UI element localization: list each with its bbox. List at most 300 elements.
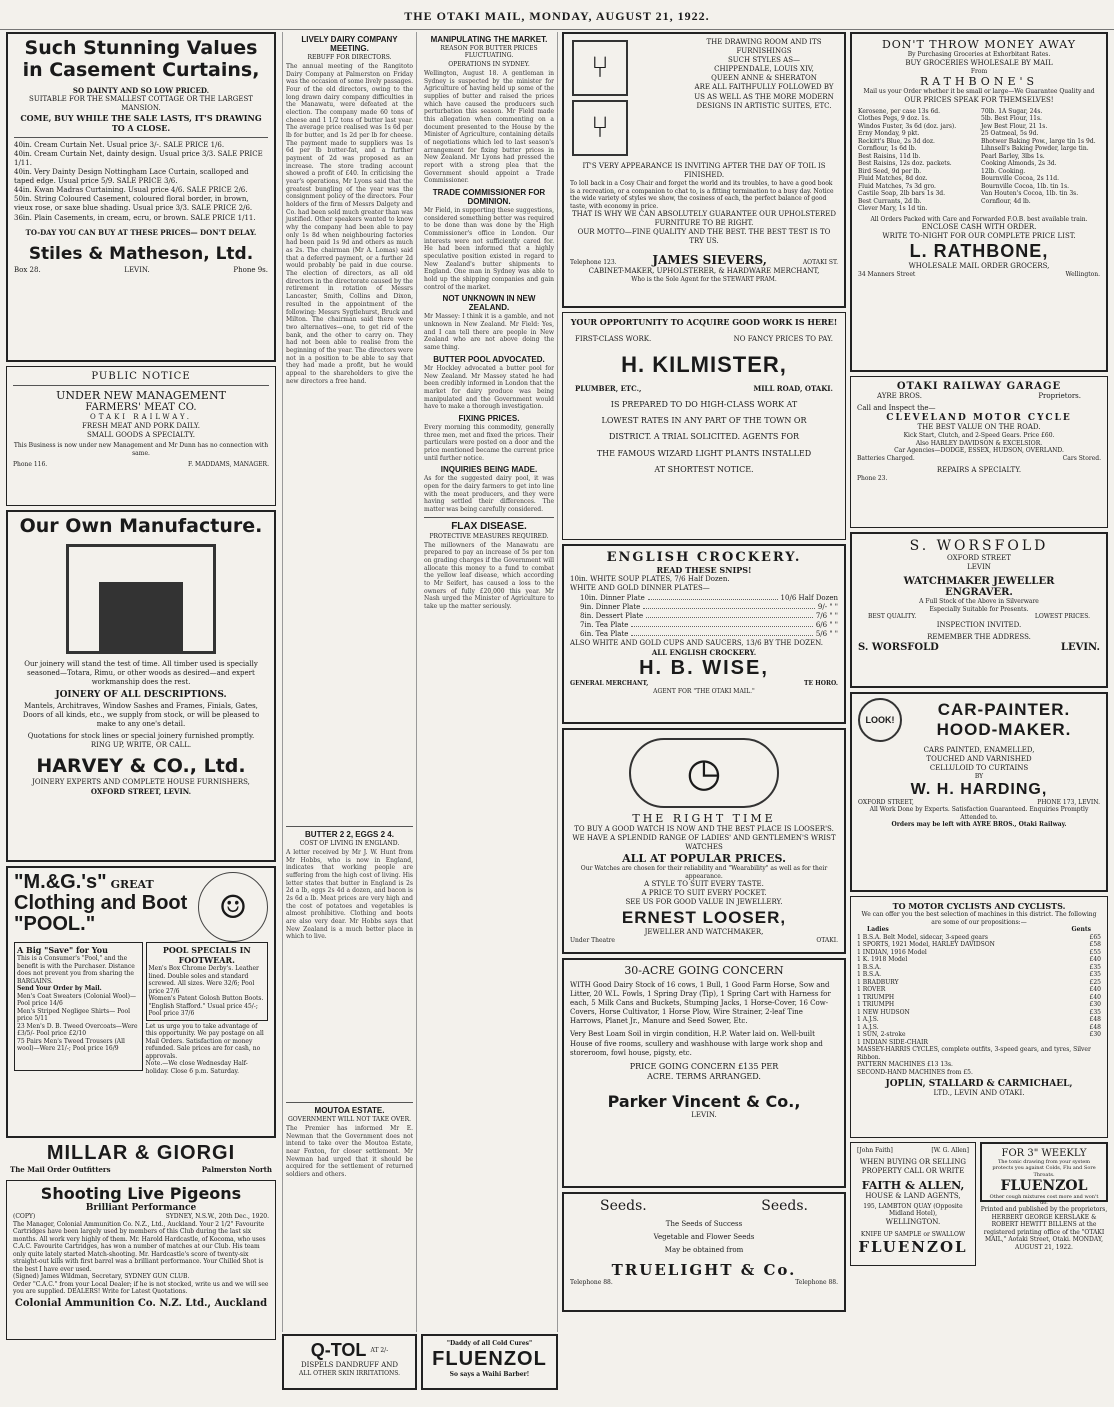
machine-price: £40 [1089, 993, 1101, 1001]
price-item: Windos Fuster, 3s 6d (doz. jars). [858, 122, 957, 130]
qtol-ad [282, 1334, 417, 1390]
price-item: Cooking Almonds, 2s 3d. [981, 160, 1057, 168]
joplin-l1: 1 INDIAN SIDE-CHAIR [857, 1038, 928, 1046]
machine-name: 1 B.S.A. Belt Model, sidecar, 3-speed gears [857, 933, 988, 941]
parker-firm: Parker Vincent & Co., [607, 1091, 801, 1111]
harvey-quote: Quotations for stock lines or special joinery furnished promptly. [27, 732, 255, 741]
plate-price: 10/6 Half Dozen [780, 593, 838, 602]
machine-row [857, 956, 1101, 964]
wise-l2: WHITE AND GOLD DINNER PLATES— [570, 584, 710, 593]
kilmister-line: THE FAMOUS WIZARD LIGHT PLANTS INSTALLED [596, 448, 812, 458]
machine-row [857, 994, 1101, 1002]
machine-row [857, 934, 1101, 942]
worsfold-l6: LOWEST PRICES. [1034, 613, 1090, 621]
mg-town: Palmerston North [201, 1165, 272, 1174]
kilmister-addr: MILL ROAD, OTAKI. [753, 384, 833, 394]
mg-r2: Women's Patent Golosh Button Boots. "English Stafford." Usual price 45/-; Pool price 37/6 [148, 995, 264, 1017]
looser-ad [562, 728, 846, 954]
article-headline: INQUIRIES BEING MADE. [440, 465, 538, 475]
wise-l1: 10in. WHITE SOUP PLATES, 7/6 Half Dozen. [570, 575, 730, 584]
truelight-ad [562, 1192, 846, 1312]
pigeons-sub: Brilliant Performance [85, 1203, 197, 1214]
article-headline: FIXING PRICES. [458, 413, 520, 423]
plate-price: 5/6 " " [815, 629, 838, 638]
imprint: Printed and published by the proprietors, HERBERT GEORGE KERSLAKE & ROBERT HEWITT BILLENS at the registered printing office of the "OTAKI MAIL," Aotaki Street, Otaki. MONDAY, AUGUST 21, 1922. [980, 1206, 1108, 1251]
rathbone-sub1: By Purchasing Groceries at Exhorbitant Rates. [907, 51, 1051, 58]
price-item: Bournville Cocoa, 1lb. tin 1s. [981, 182, 1070, 190]
faith-n2: [W. G. Allen] [931, 1147, 969, 1154]
machine-name: 1 TRIUMPH [857, 993, 895, 1001]
wise-town: TE HORO. [804, 680, 838, 688]
daddy-fluenzol-ad [421, 1334, 558, 1390]
mg-great: GREAT [110, 878, 154, 891]
article-body: As for the suggested dairy pool, it was open for the dairy farmers to get into line with the meat producers, and they were having settled their differences. The matter was being carefully considered. [424, 475, 554, 513]
rathbone-town: Wellington. [1065, 271, 1100, 279]
price-item: Reckitt's Blue, 2s 3d doz. [858, 137, 935, 145]
parker-b1: WITH Good Dairy Stock of 16 cows, 1 Bull, 1 Good Farm Horse, Sow and Litter, 20 W.L. Fowls, 1 Spring Dray (Tip), 1 Spring Cart with Harness for each, 5 Milk Cans and Buckets, Stumping Jacks, 1 Horse-Cover, 16 Cow-Covers, Horse Cultivator, 1 Horse Plow, Wire Strainer, 2-leaf Tine Harrows, Planet Jr., Manure and Seed Sower, Etc. [570, 981, 831, 1026]
sievers-agent: Who is the Sole Agent for the STEWART PRAM. [631, 275, 777, 283]
harding-firm: W. H. HARDING, [910, 780, 1048, 798]
sievers-town: AOTAKI ST. [802, 258, 838, 266]
sievers-p4: OUR MOTTO—FINE QUALITY AND THE BEST. THE BEST TEST IS TO TRY US. [577, 228, 831, 246]
curtain-item: 40in. Cream Curtain Net, dainty design. Usual price 3/3. SALE PRICE 1/11. [14, 149, 263, 167]
faith-brand: FLUENZOL [858, 1238, 968, 1257]
plate-name: 10in. Dinner Plate [580, 593, 645, 602]
article-headline: NOT UNKNOWN IN NEW ZEALAND. [442, 294, 536, 313]
kilmister-trade: PLUMBER, ETC., [575, 384, 642, 394]
harding-l3: CELLULOID TO CURTAINS [929, 764, 1029, 773]
price-item: Cornflour, 1s 6d lb. [858, 145, 917, 153]
pigeons-order: Order "C.A.C." from your Local Dealer; if he is not stocked, write us and we will see you are supplied. DEALERS! Write for Latest Quotations. [13, 1280, 269, 1296]
machine-name: 1 SPORTS, 1921 Model, HARLEY DAVIDSON [857, 941, 995, 949]
looser-town: OTAKI. [816, 936, 838, 944]
sievers-ad [562, 32, 846, 308]
wise-l4: ALL ENGLISH CROCKERY. [651, 648, 757, 658]
faith-sneeze: KNIFE UP SAMPLE or SWALLOW [860, 1230, 966, 1238]
rathbone-price-list-right [981, 108, 1100, 213]
plate-row [580, 594, 838, 603]
faith-addr: 195, LAMBTON QUAY (Opposite Midland Hotel), [863, 1202, 963, 1218]
curtains-box: Box 28. [14, 266, 41, 275]
price-item: Best Currants, 2d lb. [858, 197, 922, 205]
machine-row [857, 971, 1101, 979]
mg-pool: "POOL." [14, 913, 96, 935]
notice-line4: FRESH MEAT AND PORK DAILY. [82, 422, 200, 431]
faith-town: WELLINGTON. [885, 1217, 941, 1226]
machine-row [857, 1016, 1101, 1024]
worsfold-l1: WATCHMAKER JEWELLER [903, 576, 1055, 588]
looser-l6: A PRICE TO SUIT EVERY POCKET. [641, 889, 767, 898]
harvey-list: Mantels, Architraves, Window Sashes and Frames, Finials, Gates, Doors of all kinds, etc., we supply from stock, or will be pleased to make to any one's detail. [22, 701, 260, 728]
joplin-sub: LTD., LEVIN AND OTAKI. [933, 1089, 1025, 1098]
machine-name: 1 ROVER [857, 986, 886, 994]
column-5 [850, 32, 1108, 1402]
daddy-top: "Daddy of all Cold Cures" [446, 1340, 533, 1347]
price-item: 12lb. Cooking. [981, 167, 1026, 175]
column-4 [562, 32, 846, 1402]
machine-name: 1 SUN, 2-stroke [857, 1031, 906, 1039]
worsfold-foot1: S. WORSFOLD [858, 641, 939, 653]
price-item: Clothes Pegs, 9 doz. 1s. [858, 115, 930, 123]
pigeons-sign: (Signed) James Wildman, Secretary, SYDNEY GUN CLUB. [13, 1273, 190, 1281]
looser-l1: TO BUY A GOOD WATCH IS NOW AND THE BEST PLACE IS LOOSER'S. [574, 825, 834, 833]
pigeons-firm: Colonial Ammunition Co. N.Z. Ltd., Auckland [14, 1297, 268, 1309]
machine-price: £40 [1089, 956, 1101, 964]
machine-name: 1 BRADBURY [857, 978, 899, 986]
garage-role: Proprietors. [1038, 392, 1081, 400]
harvey-intro: Our joinery will stand the test of time. All timber used is specially seasoned—Totara, Rimu, or other woods as desired—and expert workmanship does the rest. [24, 659, 258, 687]
joplin-ad [850, 896, 1108, 1138]
machine-price: £48 [1089, 1016, 1101, 1024]
machine-row [857, 964, 1101, 972]
rathbone-price-list-left [858, 108, 977, 213]
machine-row [857, 1031, 1101, 1039]
truelight-l2: Vegetable and Flower Seeds [653, 1233, 755, 1242]
machine-name: 1 A.J.S. [857, 1023, 879, 1031]
article-subhead: GOVERNMENT WILL NOT TAKE OVER. [288, 1116, 411, 1123]
garage-line: Also HARLEY DAVIDSON & EXCELSIOR. [915, 439, 1043, 447]
machine-price: £58 [1089, 941, 1101, 949]
harvey-addr: OXFORD STREET, LEVIN. [90, 787, 192, 797]
sievers-p1: IT'S VERY APPEARANCE IS INVITING AFTER THE DAY OF TOIL IS FINISHED. [582, 162, 826, 180]
joplin-intro: We can offer you the best selection of machines in this district. The following are some of our propositions:— [861, 911, 1097, 926]
kilmister-t2: FIRST-CLASS WORK. [575, 335, 652, 344]
sievers-t2: SUCH STYLES AS— [727, 56, 801, 65]
sievers-p3: THAT IS WHY WE CAN ABSOLUTELY GUARANTEE OUR UPHOLSTERED FURNITURE TO BE RIGHT. [572, 210, 836, 228]
kilmister-ad [562, 312, 846, 540]
article-subhead: COST OF LIVING IN ENGLAND. [299, 840, 400, 847]
truelight-l1: The Seeds of Success [665, 1220, 743, 1228]
price-item: Jew Best Flour, 21 1s. [981, 122, 1048, 130]
looser-firm: ERNEST LOOSER, [621, 907, 787, 927]
wise-l3: ALSO WHITE AND GOLD CUPS AND SAUCERS, 13/6 BY THE DOZEN. [570, 639, 823, 648]
sievers-tel: Telephone 123. [570, 258, 617, 266]
fluenzol-weekly-ad [980, 1142, 1108, 1206]
wise-ad [562, 544, 846, 724]
parker-town: LEVIN. [691, 1110, 717, 1119]
plate-name: 7in. Tea Plate [580, 620, 629, 629]
mg-right-panel [146, 942, 269, 1075]
garage-line: Car Agencies—DODGE, ESSEX, HUDSON, OVERLAND. [894, 447, 1064, 455]
price-item: Best Raisins, 12s doz. packets. [858, 160, 952, 168]
truelight-firm: TRUELIGHT & Co. [611, 1261, 797, 1280]
curtain-item: 40in. Very Dainty Design Nottingham Lace Curtain, scalloped and taped edge. Usual price 5/9. SALE PRICE 3/6. [14, 168, 249, 186]
worsfold-l2: ENGRAVER. [945, 587, 1013, 599]
wise-firm: H. B. WISE, [639, 657, 769, 680]
faith-sub: HOUSE & LAND AGENTS, [865, 1191, 961, 1200]
joplin-l2: MASSEY-HARRIS CYCLES, complete outfits, 3-speed gears, and tyres, Silver Ribbon. [857, 1046, 1091, 1061]
curtains-cta: TO-DAY YOU CAN BUY AT THESE PRICES— DON'T DELAY. [25, 227, 257, 237]
parker-b2: Very Best Loam Soil in virgin condition, H.P. Water laid on. Well-built House of five rooms, scullery and washhouse with large work shop and storeroom, fowl house, pigsty, etc. [570, 1030, 823, 1057]
notice-line2: FARMERS' MEAT CO. [85, 402, 197, 413]
mg-clothing: Clothing and Boot [14, 892, 188, 914]
price-item: Cornflour, 4d lb. [981, 197, 1031, 205]
machine-name: 1 INDIAN, 1916 Model [857, 948, 927, 956]
plate-price: 7/6 " " [815, 611, 838, 620]
price-item: Fluid Matches, 7s 3d gro. [858, 182, 936, 190]
harding-l6: Orders may be left with AYRE BROS., Otaki Railway. [891, 821, 1067, 829]
curtains-headline: Such Stunning Values in Casement Curtains, [22, 37, 260, 81]
article-headline: MANIPULATING THE MARKET. [430, 35, 548, 44]
garage-line: Batteries Charged. [857, 454, 915, 462]
price-item: Kerosene, per case 13s 6d. [858, 107, 941, 115]
machine-price: £65 [1089, 933, 1101, 941]
looser-l2: WE HAVE A SPLENDID RANGE OF LADIES' AND GENTLEMEN'S WRIST WATCHES [572, 834, 836, 852]
plate-price: 6/6 " " [815, 620, 838, 629]
wise-sub: GENERAL MERCHANT, [570, 680, 649, 688]
garage-line: Kick Start, Clutch, and 2-Speed Gears. Price £60. [903, 432, 1055, 440]
price-item: Best Raisins, 11d lb. [858, 152, 921, 160]
harding-l5: All Work Done by Experts. Satisfaction Guaranteed. Enquiries Promptly Attended to. [869, 806, 1089, 821]
plate-name: 6in. Tea Plate [580, 629, 629, 638]
article-headline: FLAX DISEASE. [451, 520, 527, 532]
harding-l2: TOUCHED AND VARNISHED [926, 755, 1032, 764]
garage-line: CLEVELAND MOTOR CYCLE [886, 413, 1072, 424]
worsfold-l4: Especially Suitable for Presents. [929, 605, 1029, 613]
article-subhead: REASON FOR BUTTER PRICES FLUCTUATING. [440, 45, 538, 59]
masthead: THE OTAKI MAIL, MONDAY, AUGUST 21, 1922. [0, 0, 1114, 30]
looser-l3: ALL AT POPULAR PRICES. [622, 852, 786, 866]
curtains-ad [6, 32, 276, 362]
rathbone-name: RATHBONE'S [919, 75, 1039, 89]
worsfold-l7: INSPECTION INVITED. [936, 620, 1022, 629]
mg-send: Send Your Order by Mail. [17, 985, 102, 992]
joplin-l3: PATTERN MACHINES £13 13s. [857, 1061, 953, 1069]
fluenzol-brand: FLUENZOL [1000, 1177, 1088, 1194]
joplin-list [857, 934, 1101, 1039]
machine-price: £55 [1089, 948, 1101, 956]
mg-brand: "M.&G.'s" [14, 871, 107, 893]
joplin-title: TO MOTOR CYCLISTS AND CYCLISTS. [892, 901, 1066, 911]
worsfold-l8: REMEMBER THE ADDRESS. [927, 632, 1031, 641]
worsfold-addr1: OXFORD STREET [947, 554, 1011, 562]
machine-row [857, 979, 1101, 987]
mg-left-panel [14, 942, 143, 1071]
rathbone-sub2: BUY GROCERIES WHOLESALE BY MAIL [905, 58, 1053, 67]
notice-phone: Phone 116. [13, 461, 48, 469]
harding-t2: HOOD-MAKER. [936, 720, 1072, 739]
sievers-t1: THE DRAWING ROOM AND ITS FURNISHINGS [706, 38, 822, 56]
machine-row [857, 1024, 1101, 1032]
fluenzol-head: FOR 3" WEEKLY [1001, 1148, 1087, 1159]
article-headline: LIVELY DAIRY COMPANY MEETING. [301, 35, 398, 53]
mg-tag: The Mail Order Outfitters [10, 1165, 111, 1174]
looser-l4: Our Watches are chosen for their reliability and "Wearability" as well as for their appearance. [580, 865, 828, 880]
price-item: Lihnsell's Baking Powder, large tin. [981, 145, 1089, 153]
parker-vincent-ad [562, 958, 846, 1188]
article-body: Wellington, August 18. A gentleman in Sydney is suspected by the minister for Agriculture of having held up some of the supplies of butter and raised the prices which have caused the producers such perturbation this season. Mr Field made this allegation when commenting on a document presented to the House by the Minister of Agriculture, containing details of negotiations which led to last season's arrangement for fixing butter prices in New Zealand. Mr Lyons had pressed the report with a strong plea that the Government should appoint a Trade Commissioner. [424, 70, 554, 185]
worsfold-l3: A Full Stock of the Above in Silverware [919, 598, 1039, 606]
article-body: The annual meeting of the Rangitoto Dairy Company at Palmerston on Friday was the occasion of some lively passages. Four of the old directors, owing to the long drawn dairy company difficulties in the Manawatu, were defeated at the election. The company made 60 tons of cheese and 1 1/2 tons of butter last year. The average price realised was 1s 6d per lb for butter, and 1s 2d per lb for cheese. The payment made to suppliers was 1s 6d per lb butter-fat, and a further payment of 2d was proposed as an increase. The store trading account showed a profit of £40. In criticising the year's operations, Mr Lyons said that the greatest bungling of the year was the consignment policy of the directors. Four holders of the firm of Messrs Dalgety and Co. had been sold much greater than was justified. Other speakers wanted to know why the company had been able to pay only 1s 8d when neighbouring factories had been paid 1s 9d and others as much as 2s. The chairman (Mr A. Lomas) said that a deferred payment, or a further 2d would probably be paid in due course. The election of directors, as all old directors in the directorate caused by the retirement in rotation of Messrs Lancaster, Smith, Collins and Dixon, resulted in the appointment of the following: Messrs Sygtlehurst, Bruck and Milton. The chairman said there were two alternatives—one, to get rid of the bank, and the other to carry on. They had not been able to realise from the beginning of the year. The directors were not in a position to be able to say that they had made a profit, but he would appeal to the shareholders to give the new directors a free hand. [286, 63, 413, 385]
daddy-foot: So says a Waihi Barber! [449, 1370, 530, 1378]
rathbone-sub3: Mail us your Order whether it be small or large—We Guarantee Quality and [863, 88, 1095, 96]
machine-name: 1 K. 1918 Model [857, 956, 908, 964]
mg-note: Note.—We close Wednesday Half-holiday. Close 6 p.m. Saturday. [145, 1060, 248, 1075]
machine-price: £35 [1089, 1008, 1101, 1016]
machine-price: £40 [1089, 986, 1101, 994]
curtains-tag2: SUITABLE FOR THE SMALLEST COTTAGE OR THE LARGEST MANSION. [29, 94, 253, 112]
wise-read: READ THESE SNIPS! [656, 565, 752, 575]
harding-ad [850, 692, 1108, 892]
column-2 [282, 32, 417, 1332]
plate-price: 9/- " " [817, 602, 838, 611]
curtains-town: LEVIN. [124, 266, 150, 275]
machine-price: £30 [1089, 1001, 1101, 1009]
chair-illustration: ⑂ [572, 40, 628, 96]
public-notice-ad [6, 366, 276, 506]
looser-l5: A STYLE TO SUIT EVERY TASTE. [644, 880, 764, 889]
harvey-ad [6, 510, 276, 862]
machine-price: £35 [1089, 971, 1101, 979]
watch-illustration: ◷ [629, 738, 779, 808]
garage-title: OTAKI RAILWAY GARAGE [896, 381, 1062, 392]
pigeons-copy: (COPY) [13, 1213, 36, 1221]
article-headline: BUTTER 2 2, EGGS 2 4. [305, 830, 394, 839]
price-item: 70lb. 1A Sugar, 24s. [981, 107, 1043, 115]
harvey-firm: HARVEY & CO., Ltd. [36, 755, 246, 778]
garage-line: Call and Inspect the— [857, 404, 936, 413]
faith-firm: FAITH & ALLEN, [861, 1178, 965, 1192]
curtain-item: 36in. Plain Casements, in cream, ecru, or brown. SALE PRICE 1/11. [14, 213, 256, 222]
worsfold-ad [850, 532, 1108, 688]
mg-item: Men's Striped Negligee Shirts— Pool price 5/11 [17, 1007, 131, 1022]
article-subhead: OPERATIONS IN SYDNEY. [448, 61, 530, 68]
rathbone-f3: WRITE TO-NIGHT FOR OUR COMPLETE PRICE LIST. [882, 232, 1076, 241]
cartoon-illustration: ☺ [198, 872, 268, 942]
parker-title: 30-ACRE GOING CONCERN [624, 964, 784, 977]
mg-right-title: POOL SPECIALS IN FOOTWEAR. [162, 945, 251, 965]
plate-row [580, 612, 838, 621]
mg-r1: Men's Box Chrome Derby's. Leather lined. Double soles and standard screwed. All sizes. Were 32/6; Pool price 27/6 [148, 965, 259, 995]
kilmister-t3: NO FANCY PRICES TO PAY. [733, 335, 833, 344]
harvey-joinery: JOINERY OF ALL DESCRIPTIONS. [55, 690, 227, 701]
mg-left-body: This is a Consumer's "Pool," and the benefit is with the Purchaser. Distance does not prevent you from sharing the BARGAINS. [17, 955, 135, 985]
plate-row [580, 603, 838, 612]
rathbone-from: From [970, 67, 988, 75]
plate-row [580, 621, 838, 630]
article-body: Every morning this commodity, generally three men, met and fixed the prices. Their particulars were posted on a door and the price mentioned became the current price until further notice. [424, 423, 554, 462]
machine-price: £25 [1089, 978, 1101, 986]
price-item: 25 Oatmeal, 5s 9d. [981, 130, 1039, 138]
fluenzol-foot: Other cough mixtures cost more and won't do. [989, 1193, 1099, 1206]
machine-price: £30 [1089, 1031, 1101, 1039]
harding-l1: CARS PAINTED, ENAMELLED, [923, 746, 1035, 754]
kilmister-firm: H. KILMISTER, [621, 352, 787, 378]
mg-item: Men's Coat Sweaters (Colonial Wool)— Pool price 14/6 [17, 992, 136, 1007]
rathbone-firm: L. RATHBONE, [909, 241, 1049, 262]
garage-phone: Phone 23. [857, 475, 888, 483]
harding-l4: BY [974, 773, 984, 781]
notice-line1: UNDER NEW MANAGEMENT [56, 389, 226, 402]
notice-title: PUBLIC NOTICE [91, 371, 191, 382]
curtains-firm: Stiles & Matheson, Ltd. [28, 243, 254, 264]
rathbone-title: DON'T THROW MONEY AWAY [881, 38, 1077, 51]
article-body: A letter received by Mr J. W. Hunt from Mr Hobbs, who is now in England, indicates that working people are suffering from the high cost of living. His letter states that butter in England is 2s 2d a lb, eggs 2s 4d a dozen, and bacon is 2s 6d a lb. Meat prices are very high and the cost of potatoes and vegetables is almost prohibitive. Clothing and boots are also very dear. Mr Hobbs says that New Zealand is a much better place in which to live. [286, 849, 413, 941]
wise-title: ENGLISH CROCKERY. [606, 550, 802, 565]
article-headline: MOUTOA ESTATE. [314, 1106, 385, 1115]
rathbone-sub: WHOLESALE MAIL ORDER GROCERS, [908, 262, 1050, 271]
harvey-sub: JOINERY EXPERTS AND COMPLETE HOUSE FURNISHERS, [32, 778, 250, 787]
looser-title: THE RIGHT TIME [632, 812, 776, 825]
daddy-brand: FLUENZOL [432, 1347, 547, 1370]
plate-name: 9in. Dinner Plate [580, 602, 641, 611]
notice-signer: F. MADDAMS, [187, 461, 232, 469]
article-subhead: REBUFF FOR DIRECTORS. [307, 54, 392, 61]
mg-item: 23 Men's D. B. Tweed Overcoats—Were £3/5/- Pool price £2/10 [17, 1022, 138, 1037]
curtain-item: 40in. Cream Curtain Net. Usual price 3/-. SALE PRICE 1/6. [14, 140, 225, 149]
pigeons-headline: Shooting Live Pigeons [40, 1184, 242, 1204]
pigeons-body: The Manager, Colonial Ammunition Co. N.Z., Ltd., Auckland. Your 2 1/2" Favourite Cartridges have been largely used by members of this Club during the last six months. All work very highly of them. Mr. Harold Hardcastle, of Kocoma, who uses C.A.C. Favourite Cartridges, has won a number of matches at our Club. His team only quite lately started Match-shooting. Mr. Hardcastle's score of twenty-six straight-out kills with first barrel was a brilliant performance. Your Chilled Shot is the best I have ever used. [13, 1220, 266, 1273]
worsfold-addr2: LEVIN [967, 563, 991, 572]
mg-firm: MILLAR & GIORGI [46, 1142, 236, 1164]
price-item: 5lb. Best Flour, 11s. [981, 115, 1042, 123]
machine-name: 1 A.J.S. [857, 1016, 879, 1024]
column-1 [6, 32, 276, 1402]
article-headline: TRADE COMMISSIONER FOR DOMINION. [432, 188, 546, 207]
sievers-p2: To loll back in a Cosy Chair and forget the world and its troubles, to have a good book is a recreation, or a companion to chat to, is a fitting termination to a busy day. Notice the wide variety of styles we show, the cosiness of each, the perfect balance of good taste, with economy in price. [570, 180, 834, 210]
harding-t1: CAR-PAINTER. [937, 700, 1071, 719]
machine-name: 1 TRIUMPH [857, 1001, 895, 1009]
price-item: Fluid Matches, 8d doz. [858, 175, 928, 183]
curtains-tag3: COME, BUY WHILE THE SALE LASTS, IT'S DRAWING TO A CLOSE. [20, 112, 262, 134]
chair-illustration: ⑂ [572, 100, 628, 156]
garage-ad [850, 376, 1108, 528]
mg-r3: Let us urge you to take advantage of this opportunity. We pay postage on all Mail Orders. Satisfaction or money refunded. Sale prices are for cash, no approvals. [145, 1022, 264, 1060]
curtains-tag1: SO DAINTY AND SO LOW PRICED. [72, 85, 210, 95]
price-item: Clever Mary, 1s 1d tin. [858, 205, 928, 213]
sievers-t4: QUEEN ANNE & SHERATON [711, 74, 817, 83]
machine-name: 1 NEW HUDSON [857, 1008, 910, 1016]
price-item: Bhotwer Baking Pow., large tin 1s 9d. [981, 137, 1096, 145]
truelight-title2: Seeds. [761, 1198, 808, 1214]
article-body: The millowners of the Manawatu are prepared to pay an increase of 5s per ton on grading charges if the Government will allocate this money to a fund to combat the yellow leaf disease, which according to Mr Seifert, has caused a loss to the owners of fully £20,000 this year. Mr Nash urged the Minister of Agriculture to take up the matter seriously. [424, 541, 554, 610]
machine-row [857, 949, 1101, 957]
truelight-l3: May be obtained from [664, 1246, 744, 1255]
mg-left-title: A Big "Save" for You [17, 945, 108, 955]
rathbone-f2: ENCLOSE CASH WITH ORDER. [921, 223, 1037, 232]
plate-name: 8in. Dessert Plate [580, 611, 644, 620]
wise-agent: AGENT FOR "THE OTAKI MAIL." [653, 687, 755, 695]
garage-owner: AYRE BROS. [877, 392, 922, 400]
kilmister-line: AT SHORTEST NOTICE. [654, 465, 754, 475]
price-item: Castile Soap, 2lb bars 1s 3d. [858, 190, 946, 198]
garage-line: Cars Stored. [1062, 454, 1101, 462]
qtol-l1: DISPELS DANDRUFF AND [301, 1361, 398, 1369]
machine-name: 1 B.S.A. [857, 971, 882, 979]
garage-line: THE BEST VALUE ON THE ROAD. [917, 423, 1041, 432]
machine-row [857, 986, 1101, 994]
plate-list [570, 594, 838, 639]
article-subhead: PROTECTIVE MEASURES REQUIRED. [429, 532, 549, 540]
kilmister-t1: YOUR OPPORTUNITY TO ACQUIRE GOOD WORK IS HERE! [570, 317, 838, 327]
machine-price: £35 [1089, 963, 1101, 971]
machine-row [857, 941, 1101, 949]
machine-price: £48 [1089, 1023, 1101, 1031]
worsfold-l5: BEST QUALITY. [868, 613, 917, 621]
joplin-head-gents: Gents [1071, 926, 1091, 934]
faith-l1: WHEN BUYING OR SELLING PROPERTY CALL OR WRITE [859, 1157, 967, 1175]
article-body: Mr Field, in supporting these suggestions, considered something better was required to be done than was done by the High Commissioner's office in London. Our interests were not sufficiently cared for. He had been informed that a highly speculative position existed in regard to New Zealand's butter shipments to England. One man in Sydney was able to hold up the shipping companies and gain control of the market. [424, 207, 554, 291]
price-item: Van Houten's Cocoa, 1lb. tin 3s. [981, 190, 1079, 198]
plate-row [580, 630, 838, 639]
column-3 [421, 32, 558, 1332]
harvey-call: RING UP, WRITE, OR CALL. [90, 741, 192, 750]
looser-under: Under Theatre [570, 936, 615, 944]
sievers-firm: JAMES SIEVERS, [652, 252, 767, 267]
joplin-head-ladies: Ladies [867, 926, 889, 934]
machine-row [857, 1009, 1101, 1017]
harvey-headline: Our Own Manufacture. [19, 515, 263, 537]
